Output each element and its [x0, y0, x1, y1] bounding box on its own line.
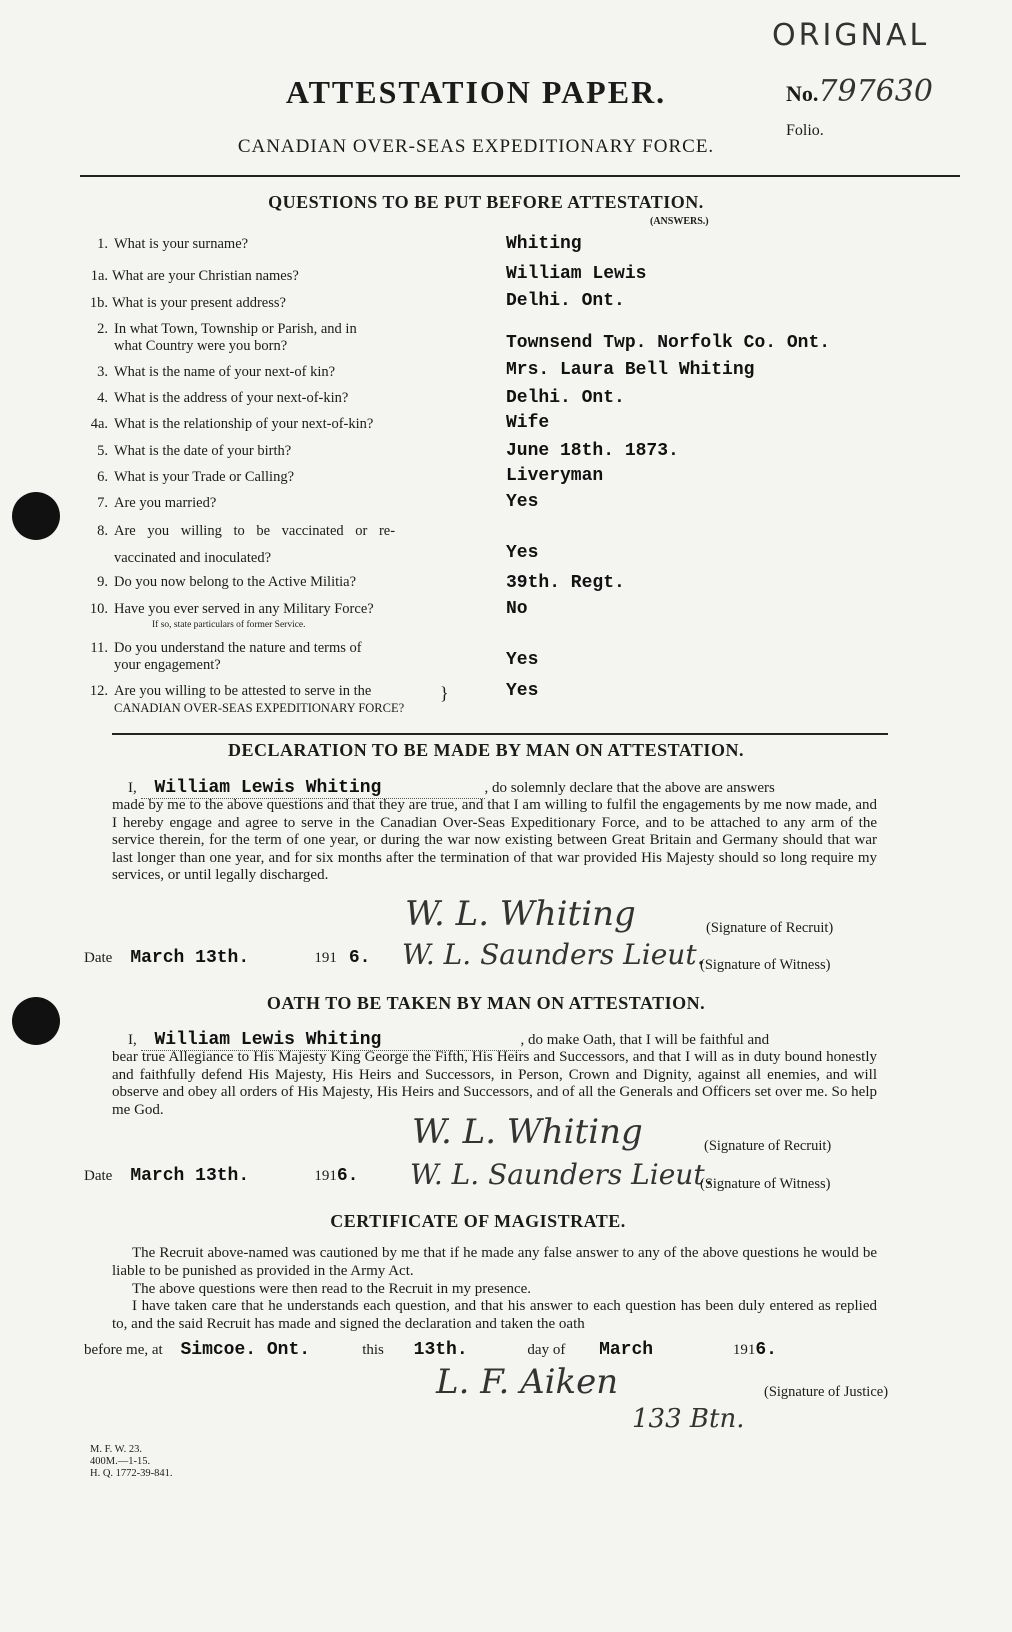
punch-hole-upper [12, 492, 60, 540]
declaration-year-suffix: 6. [348, 948, 371, 968]
answer-value: No [506, 599, 528, 619]
answer-value: Wife [506, 413, 550, 433]
question-text: What is your present address? [112, 295, 286, 311]
question-number: 5. [97, 443, 108, 459]
question-number: 2. [97, 321, 108, 337]
question-text-continued: If so, state particulars of former Service. [152, 620, 306, 630]
certificate-paragraph-2: The above questions were then read to the Recruit in my presence. [132, 1281, 532, 1297]
question-text: What is the address of your next-of-kin? [114, 390, 349, 406]
question-text: Do you now belong to the Active Militia? [114, 574, 357, 590]
oath-date-label: Date [84, 1168, 113, 1184]
header-divider [80, 175, 960, 177]
question-number: 9. [97, 574, 108, 590]
question-text: Are you willing to be vaccinated or re- [114, 523, 396, 539]
answer-value: Whiting [506, 234, 582, 254]
oath-recruit-signature: W. L. Whiting [412, 1112, 643, 1152]
declaration-first-line [128, 778, 775, 799]
answer-value: Townsend Twp. Norfolk Co. Ont. [506, 333, 831, 353]
oath-line1-rest: , do make Oath, that I will be faithful and [520, 1032, 770, 1048]
day-of-label: day of [527, 1342, 566, 1358]
answer-value: William Lewis [506, 264, 647, 284]
question-text: What is the relationship of your next-of-kin? [114, 416, 374, 432]
oath-date-row [84, 1166, 358, 1186]
certificate-paragraph-1: The Recruit above-named was cautioned by me that if he made any false answer to any of the above questions he would be liable to be punished as provided in the Army Act. [112, 1245, 877, 1279]
question-text-continued: CANADIAN OVER-SEAS EXPEDITIONARY FORCE? [114, 701, 405, 715]
form-subtitle: CANADIAN OVER-SEAS EXPEDITIONARY FORCE. [237, 136, 715, 157]
oath-body: bear true Allegiance to His Majesty King George the Fifth, His Heirs and Successors, and that I will as in duty bound honestly and faithfully defend His Majesty, His Heirs and Successors, in Person, Crown and Dignity, against all enemies, and will observe and obey all orders of His Majesty, His Heirs and Successors, and of all the Generals and Officers set over me. So help me God. [112, 1049, 877, 1118]
footer-line-3: H. Q. 1772-39-841. [90, 1468, 173, 1479]
form-number-value: 797630 [818, 74, 933, 109]
question-number: 10. [89, 601, 108, 617]
certificate-year-suffix: 6. [755, 1340, 777, 1360]
question-text: What is the date of your birth? [114, 443, 292, 459]
answers-label: (ANSWERS.) [650, 216, 709, 227]
answer-value: Mrs. Laura Bell Whiting [506, 360, 755, 380]
declaration-name: William Lewis Whiting [141, 778, 485, 799]
declaration-witness-caption: (Signature of Witness) [700, 957, 831, 973]
declaration-date-label: Date [84, 950, 113, 966]
answer-value: June 18th. 1873. [506, 441, 679, 461]
answer-value: Liveryman [506, 466, 604, 486]
declaration-year-prefix: 191 [314, 950, 337, 966]
questions-title: QUESTIONS TO BE PUT BEFORE ATTESTATION. [268, 192, 704, 212]
question-text: What is the name of your next-of kin? [114, 364, 336, 380]
question-number: 6. [97, 469, 108, 485]
certificate-title: CERTIFICATE OF MAGISTRATE. [330, 1211, 626, 1231]
question-text-continued: vaccinated and inoculated? [114, 550, 272, 566]
declaration-date-value: March 13th. [130, 948, 250, 968]
magistrate-signature: L. F. Aiken [436, 1362, 619, 1402]
certificate-month: March [599, 1340, 654, 1360]
form-number-label: No. [786, 81, 819, 106]
question-number: 1b. [89, 295, 108, 311]
questions-divider [112, 733, 888, 735]
question-text: What is your surname? [114, 236, 249, 252]
oath-first-line [128, 1030, 769, 1051]
certificate-paragraph-3: I have taken care that he understands each question, and that his answer to each question has been duly entered as replied to, and the said Recruit has made and signed the declaration and taken the oath [112, 1298, 877, 1332]
original-stamp: ORIGNAL [772, 18, 930, 53]
question-text-continued: your engagement? [114, 657, 221, 673]
question-number: 7. [97, 495, 108, 511]
question-number: 12. [89, 683, 108, 699]
declaration-date-row [84, 948, 370, 968]
question-number: 11. [90, 640, 108, 656]
declaration-recruit-signature: W. L. Whiting [405, 894, 636, 934]
declaration-witness-signature: W. L. Saunders Lieut. [402, 938, 706, 971]
oath-name: William Lewis Whiting [141, 1030, 521, 1051]
answer-value: Yes [506, 650, 539, 670]
declaration-i: I, [128, 780, 137, 796]
question-number: 4. [97, 390, 108, 406]
question-number: 4a. [90, 416, 108, 432]
footer-line-1: M. F. W. 23. [90, 1444, 142, 1455]
certificate-place: Simcoe. Ont. [180, 1340, 311, 1360]
declaration-body: made by me to the above questions and that they are true, and that I am willing to fulfil the engagements by me now made, and I hereby engage and agree to serve in the Canadian Over-Seas Expeditionary Force, and to be attached to any arm of the service therein, for the term of one year, or during the war now existing between Great Britain and Germany should that war last longer than one year, and for six months after the termination of that war provided His Majesty should so long require my services, or until legally discharged. [112, 797, 877, 883]
question-text: Are you willing to be attested to serve in the [114, 683, 372, 699]
question-text: Are you married? [114, 495, 217, 511]
this-label: this [362, 1342, 384, 1358]
answer-value: 39th. Regt. [506, 573, 625, 593]
question-text-continued: what Country were you born? [114, 338, 288, 354]
question-text: Have you ever served in any Military Force? [114, 601, 374, 617]
oath-witness-caption: (Signature of Witness) [700, 1176, 831, 1192]
certificate-day: 13th. [413, 1340, 468, 1360]
certificate-year-prefix: 191 [732, 1342, 756, 1358]
folio-label: Folio. [786, 122, 824, 139]
answer-value: Yes [506, 492, 539, 512]
oath-i: I, [128, 1032, 137, 1048]
oath-year-prefix: 191 [314, 1168, 337, 1184]
question-text: In what Town, Township or Parish, and in [114, 321, 357, 337]
declaration-title: DECLARATION TO BE MADE BY MAN ON ATTESTATION. [228, 740, 744, 760]
answer-value: Delhi. Ont. [506, 291, 625, 311]
magistrate-note: 133 Btn. [632, 1404, 745, 1434]
oath-year-suffix: 6. [336, 1166, 359, 1186]
oath-date-value: March 13th. [130, 1166, 250, 1186]
question-number: 1. [97, 236, 108, 252]
declaration-recruit-caption: (Signature of Recruit) [706, 920, 834, 936]
oath-title: OATH TO BE TAKEN BY MAN ON ATTESTATION. [266, 993, 706, 1013]
answer-value: Yes [506, 681, 539, 701]
question-number: 1a. [90, 268, 108, 284]
certificate-place-row [84, 1340, 777, 1360]
declaration-line1-rest: , do solemnly declare that the above are answers [484, 780, 775, 796]
question-number: 3. [97, 364, 108, 380]
question-number: 8. [97, 523, 108, 539]
question-text: Do you understand the nature and terms of [114, 640, 362, 656]
question-text: What is your Trade or Calling? [114, 469, 295, 485]
footer-line-2: 400M.—1-15. [90, 1456, 151, 1467]
form-title: ATTESTATION PAPER. [285, 74, 667, 110]
answer-value: Delhi. Ont. [506, 388, 625, 408]
before-label: before me, at [84, 1342, 163, 1358]
oath-recruit-caption: (Signature of Recruit) [704, 1138, 832, 1154]
question-text: What are your Christian names? [112, 268, 299, 284]
magistrate-caption: (Signature of Justice) [764, 1384, 889, 1400]
brace-mark: } [440, 683, 449, 703]
oath-witness-signature: W. L. Saunders Lieut. [410, 1158, 714, 1191]
answer-value: Yes [506, 543, 539, 563]
